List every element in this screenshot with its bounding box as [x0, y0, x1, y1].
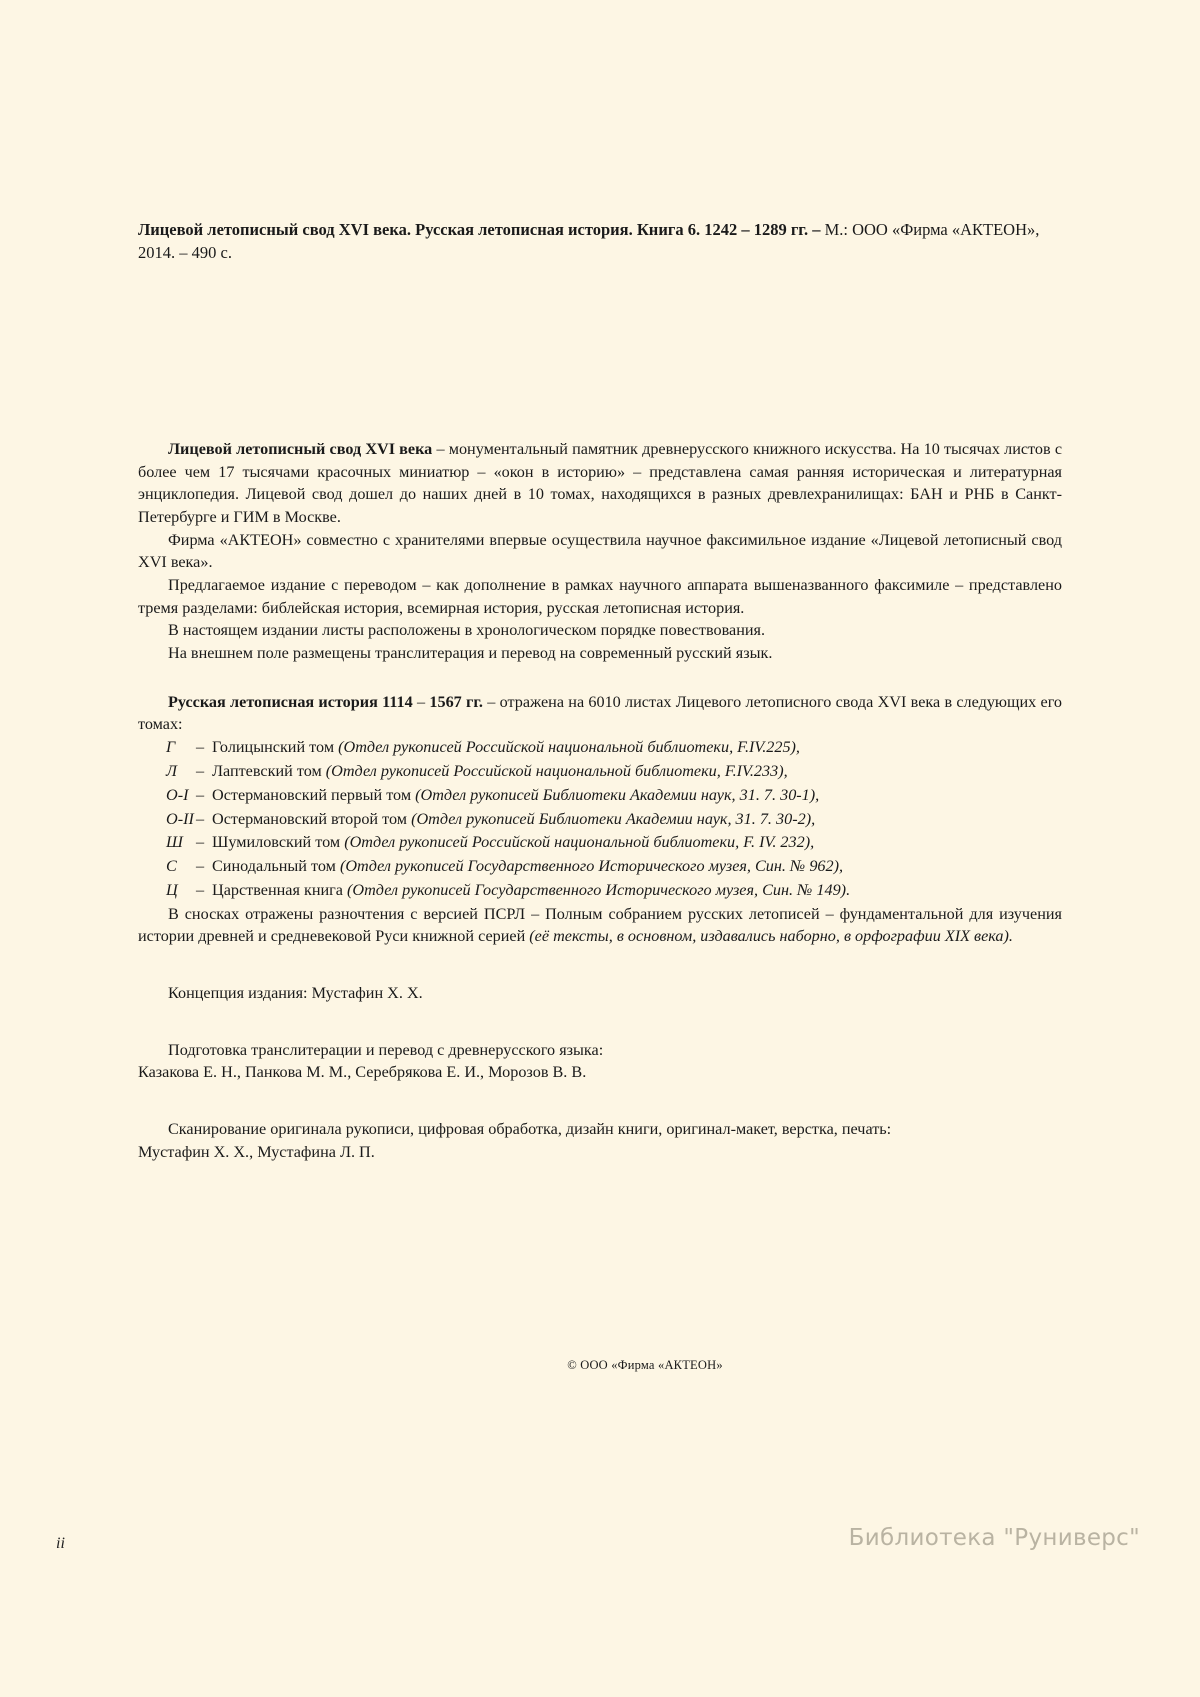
citation-bold: Лицевой летописный свод XVI века. Русская летописная история. Книга 6. 1242 – 1289 гг. –: [138, 220, 821, 239]
volume-title: Царственная книга: [212, 880, 348, 899]
paragraph-translit-names: Казакова Е. Н., Панкова М. М., Серебрякова Е. И., Морозов В. В.: [138, 1063, 587, 1082]
copyright-text: © ООО «Фирма «АКТЕОН»: [567, 1358, 723, 1372]
copyright-line: [0, 1358, 1200, 1373]
paragraph-akteon: Фирма «АКТЕОН» совместно с хранителями впервые осуществила научное факсимильное издание «Лицевой летописный свод XVI века».: [138, 530, 1062, 572]
paragraph-translit-heading: Подготовка транслитерации и перевод с древнерусского языка:: [168, 1040, 604, 1059]
list-item: [138, 736, 1062, 760]
list-item: [138, 831, 1062, 855]
paragraph-intro-rest: – монументальный памятник древнерусского книжного искусства. На 10 тысячах листов с более чем 17 тысячами красочных миниатюр – «окон в историю» – представлена самая ранняя историческая и литературная энциклопедия. Лицевой свод дошел до наших дней в 10 томах, находящихся в разных древлехранилищах: БАН и РНБ в Санкт-Петербурге и ГИМ в Москве.: [138, 440, 1063, 527]
volume-dash: –: [196, 738, 205, 757]
volume-source: (Отдел рукописей Российской национальной библиотеки, F. IV. 232),: [344, 833, 815, 852]
list-item: [138, 879, 1062, 903]
volume-sigil: Ш: [166, 833, 183, 852]
volume-dash: –: [196, 880, 205, 899]
volume-title: Голицынский том: [212, 738, 339, 757]
list-item: [138, 760, 1062, 784]
rh-mid: –: [412, 692, 430, 711]
volume-name: [212, 879, 1062, 903]
list-item: [138, 855, 1062, 879]
volume-sigil: Ц: [166, 880, 178, 899]
spacer: [138, 1084, 1062, 1118]
volume-sigil: О-II: [166, 809, 194, 828]
list-item: [138, 808, 1062, 832]
volume-dash: –: [196, 857, 205, 876]
volume-sigil: О-I: [166, 785, 189, 804]
volume-dash: –: [196, 809, 205, 828]
volume-name: [212, 855, 1062, 879]
paragraph-russian-history: [138, 691, 1062, 736]
volume-title: Остермановский второй том: [212, 809, 412, 828]
paragraph-scan-names: Мустафин Х. Х., Мустафина Л. П.: [138, 1142, 375, 1161]
volume-source: (Отдел рукописей Государственного Исторического музея, Син. № 149).: [347, 880, 851, 899]
citation-block: [138, 218, 1062, 265]
volume-sigil: С: [166, 857, 177, 876]
spacer: [138, 948, 1062, 982]
spacer: [138, 1005, 1062, 1039]
volume-title: Шумиловский том: [212, 833, 345, 852]
paragraph-margin: На внешнем поле размещены транслитерация и перевод на современный русский язык.: [168, 644, 773, 663]
volume-name: [212, 760, 1062, 784]
volume-name: [212, 784, 1062, 808]
paragraph-scan-heading: Сканирование оригинала рукописи, цифровая обработка, дизайн книги, оригинал-макет, верстка, печать:: [168, 1120, 892, 1139]
volume-name: [212, 808, 1062, 832]
volume-title: Остермановский первый том: [212, 785, 416, 804]
volume-source: (Отдел рукописей Российской национальной библиотеки, F.IV.225),: [338, 738, 800, 757]
paragraph-order: В настоящем издании листы расположены в хронологическом порядке повествования.: [168, 621, 766, 640]
volume-sigil: Л: [166, 761, 177, 780]
volume-source: (Отдел рукописей Библиотеки Академии наук, 31. 7. 30-2),: [411, 809, 816, 828]
volume-dash: –: [196, 833, 205, 852]
volumes-list: [138, 736, 1062, 903]
paragraph-edition: Предлагаемое издание с переводом – как дополнение в рамках научного аппарата вышеназванного факсимиле – представлено тремя разделами: библейская история, всемирная история, русская летописная история.: [138, 576, 1062, 617]
volume-name: [212, 736, 1062, 760]
main-text-block: [138, 438, 1062, 1163]
volume-title: Синодальный том: [212, 857, 340, 876]
volume-dash: –: [196, 761, 205, 780]
rh-lead: Русская летописная история 1114: [168, 692, 413, 711]
volume-sigil: Г: [166, 738, 176, 757]
volume-source: (Отдел рукописей Государственного Исторического музея, Син. № 962),: [339, 857, 844, 876]
volume-source: (Отдел рукописей Российской национальной библиотеки, F.IV.233),: [325, 761, 788, 780]
library-watermark: Библиотека "Руниверс": [848, 1525, 1140, 1551]
volume-source: (Отдел рукописей Библиотеки Академии наук, 31. 7. 30-1),: [415, 785, 820, 804]
psrl-text: В сносках отражены разночтения с версией ПСРЛ – Полным собранием русских летописей – фундаментальной для изучения истории древней и средневековой Руси книжной серией: [138, 904, 1062, 946]
paragraph-concept: Концепция издания: Мустафин Х. Х.: [168, 984, 423, 1003]
volume-dash: –: [196, 785, 205, 804]
list-item: [138, 784, 1062, 808]
volume-title: Лаптевский том: [212, 761, 326, 780]
paragraph-intro: [138, 438, 1062, 529]
psrl-note: (её тексты, в основном, издавались наборно, в орфографии XIX века).: [529, 927, 1013, 946]
rh-rest: – отражена на 6010 листах Лицевого летописного свода XVI века в следующих его томах:: [138, 692, 1063, 734]
citation-rest: М.: ООО «Фирма «АКТЕОН», 2014. – 490 с.: [138, 220, 1040, 263]
spacer: [138, 665, 1062, 691]
paragraph-intro-lead: Лицевой летописный свод XVI века: [168, 440, 433, 458]
citation-text: [138, 218, 1062, 265]
volume-name: [212, 831, 1062, 855]
page-number: ii: [56, 1535, 65, 1552]
paragraph-psrl: [138, 903, 1062, 948]
rh-lead2: 1567 гг.: [429, 692, 483, 711]
